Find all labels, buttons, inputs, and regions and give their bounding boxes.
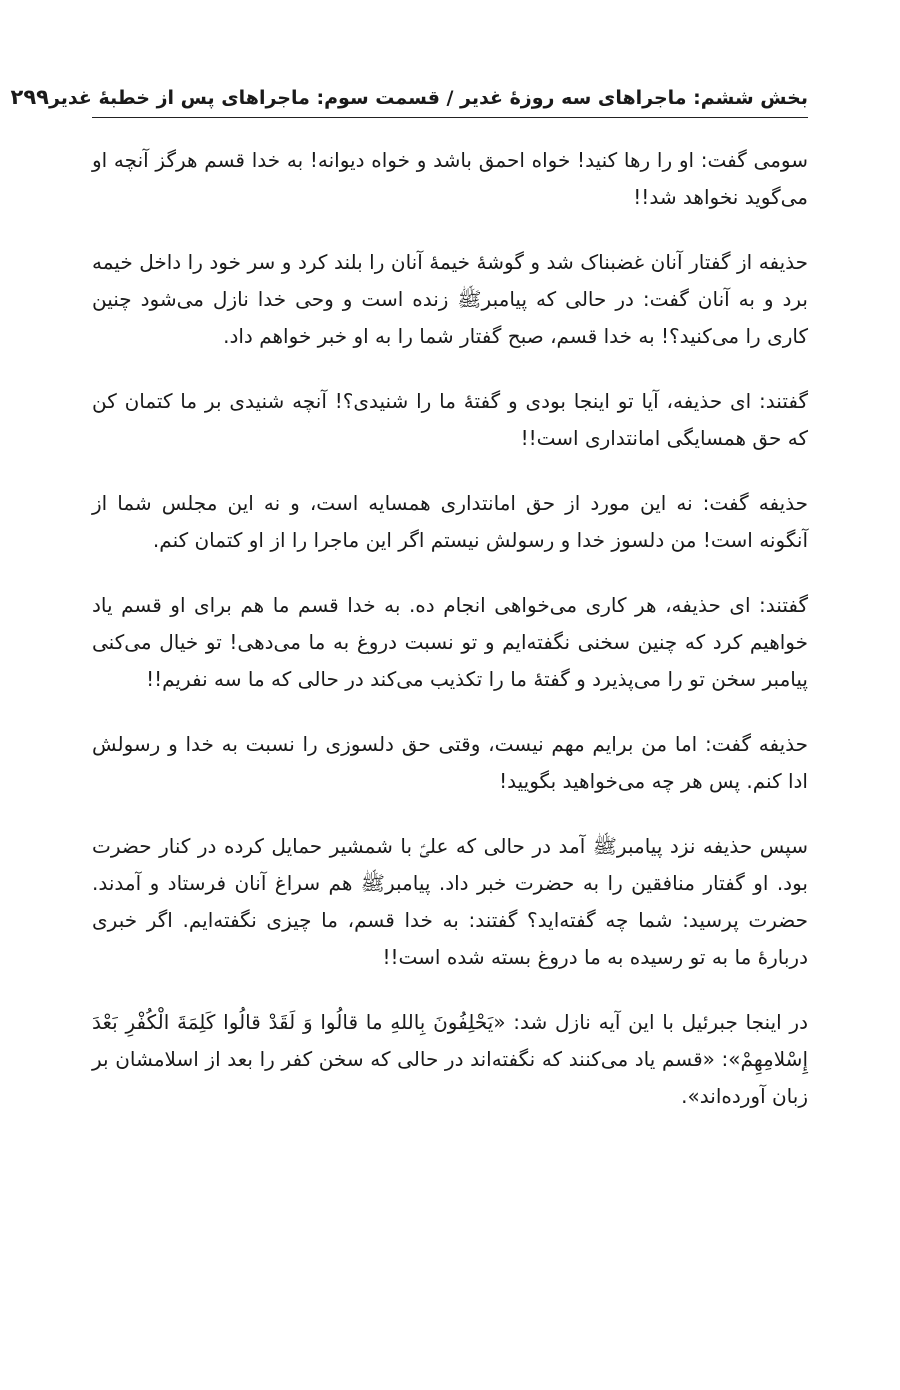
header-title: بخش ششم: ماجراهای سه روزۀ غدیر / قسمت سوم: ماجراهای پس از خطبۀ غدیر	[48, 87, 808, 110]
paragraph: حذیفه گفت: اما من برایم مهم نیست، وقتی حق دلسوزی را نسبت به خدا و رسولش ادا کنم. پس هر چه می‌خواهید بگویید!	[92, 732, 808, 793]
paragraph: حذیفه گفت: نه این مورد از حق امانتداری همسایه است، و نه این مجلس شما از آنگونه است! من دلسوز خدا و رسولش نیستم اگر این ماجرا را از او کتمان کنم.	[92, 491, 808, 552]
book-page	[10, 0, 808, 1390]
paragraph: گفتند: ای حذیفه، آیا تو اینجا بودی و گفتۀ ما را شنیدی؟! آنچه شنیدی بر ما کتمان کن که حق همسایگی امانتداری است!!	[92, 389, 808, 450]
paragraph: سومی گفت: او را رها کنید! خواه احمق باشد و خواه دیوانه! به خدا قسم هرگز آنچه او می‌گوید نخواهد شد!!	[92, 148, 808, 209]
body-text	[92, 142, 808, 1143]
paragraph: سپس حذیفه نزد پیامبرﷺ آمد در حالی که علیؑ با شمشیر حمایل کرده در کنار حضرت بود. او گفتار منافقین را به حضرت خبر داد. پیامبرﷺ هم سراغ آنان فرستاد و آمدند. حضرت پرسید: شما چه گفته‌اید؟ گفتند: به خدا قسم، ما چیزی نگفته‌ایم. اگر خبری دربارۀ ما به تو رسیده به ما دروغ بسته شده است!!	[92, 834, 808, 969]
paragraph: حذیفه از گفتار آنان غضبناک شد و گوشۀ خیمۀ آنان را بلند کرد و سر خود را داخل خیمه برد و به آنان گفت: در حالی که پیامبرﷺ زنده است و وحی خدا نازل می‌شود چنین کاری را می‌کنید؟! به خدا قسم، صبح گفتار شما را به او خبر خواهم داد.	[92, 250, 808, 348]
paragraph: در اینجا جبرئیل با این آیه نازل شد: «يَحْلِفُونَ بِاللهِ ما قالُوا وَ لَقَدْ قالُوا كَلِمَةَ الْكُفْرِ بَعْدَ إِسْلامِهِمْ»: «قسم یاد می‌کنند که نگفته‌اند در حالی که سخن کفر را بعد از اسلامشان بر زبان آورده‌اند».	[92, 1010, 808, 1108]
header-divider	[92, 117, 808, 118]
page-number: ۲۹۹	[10, 84, 49, 109]
running-header	[10, 72, 808, 112]
paragraph: گفتند: ای حذیفه، هر کاری می‌خواهی انجام ده. به خدا قسم ما هم برای او قسم یاد خواهیم کرد که چنین سخنی نگفته‌ایم و تو نسبت دروغ به ما می‌دهی! تو خیال می‌کنی پیامبر سخن تو را می‌پذیرد و گفتۀ ما را تکذیب می‌کند در حالی که ما سه نفریم!!	[92, 593, 808, 691]
